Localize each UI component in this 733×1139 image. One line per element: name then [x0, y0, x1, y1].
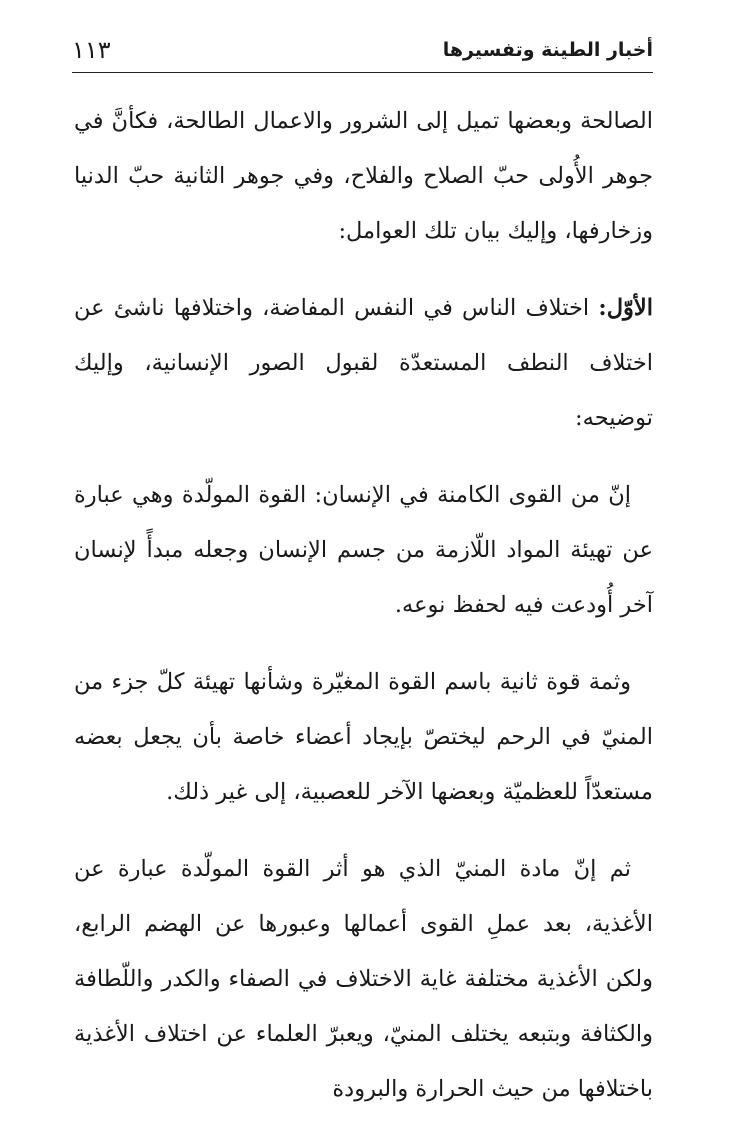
- paragraph-text: ثم إنّ مادة المنيّ الذي هو أثر القوة المولّدة عبارة عن الأغذية، بعد عملِ القوى أعمالها وعبورها عن الهضم الرابع، ولكن الأغذية مختلفة غاية الاختلاف في الصفاء والكدر واللّطافة والكثافة وبتبعه يختلف المنيّ، ويعبرّ العلماء عن اختلاف الأغذية باختلافها من حيث الحرارة والبرودة: [74, 856, 653, 1102]
- paragraph: [74, 842, 653, 1117]
- paragraph: [74, 468, 653, 633]
- paragraph: [74, 281, 653, 446]
- paragraph: [74, 94, 653, 259]
- page-body: [74, 94, 653, 1139]
- paragraph: [74, 655, 653, 820]
- paragraph-text: الصالحة وبعضها تميل إلى الشرور والاعمال الطالحة، فكأنَّ في جوهر الأُولى حبّ الصلاح والفلاح، وفي جوهر الثانية حبّ الدنيا وزخارفها، وإليك بيان تلك العوامل:: [74, 108, 653, 244]
- page-header: [72, 28, 653, 73]
- paragraph-text: وثمة قوة ثانية باسم القوة المغيّرة وشأنها تهيئة كلّ جزء من المنيّ في الرحم ليختصّ بإيجاد أعضاء خاصة بأن يجعل بعضه مستعدّاً للعظميّة وبعضها الآخر للعصبية، إلى غير ذلك.: [74, 669, 653, 805]
- page-number: ١١٣: [72, 36, 111, 64]
- paragraph-text: إنّ من القوى الكامنة في الإنسان: القوة المولّدة وهي عبارة عن تهيئة المواد اللّازمة من جسم الإنسان وجعله مبدأً لإنسان آخر أُودعت فيه لحفظ نوعه.: [74, 482, 653, 618]
- paragraph-lead-heading: الأوّل:: [598, 295, 653, 321]
- paragraph-text: اختلاف الناس في النفس المفاضة، واختلافها ناشئ عن اختلاف النطف المستعدّة لقبول الصور الإنسانية، وإليك توضيحه:: [74, 295, 653, 431]
- running-title: أخبار الطينة وتفسيرها: [442, 39, 653, 61]
